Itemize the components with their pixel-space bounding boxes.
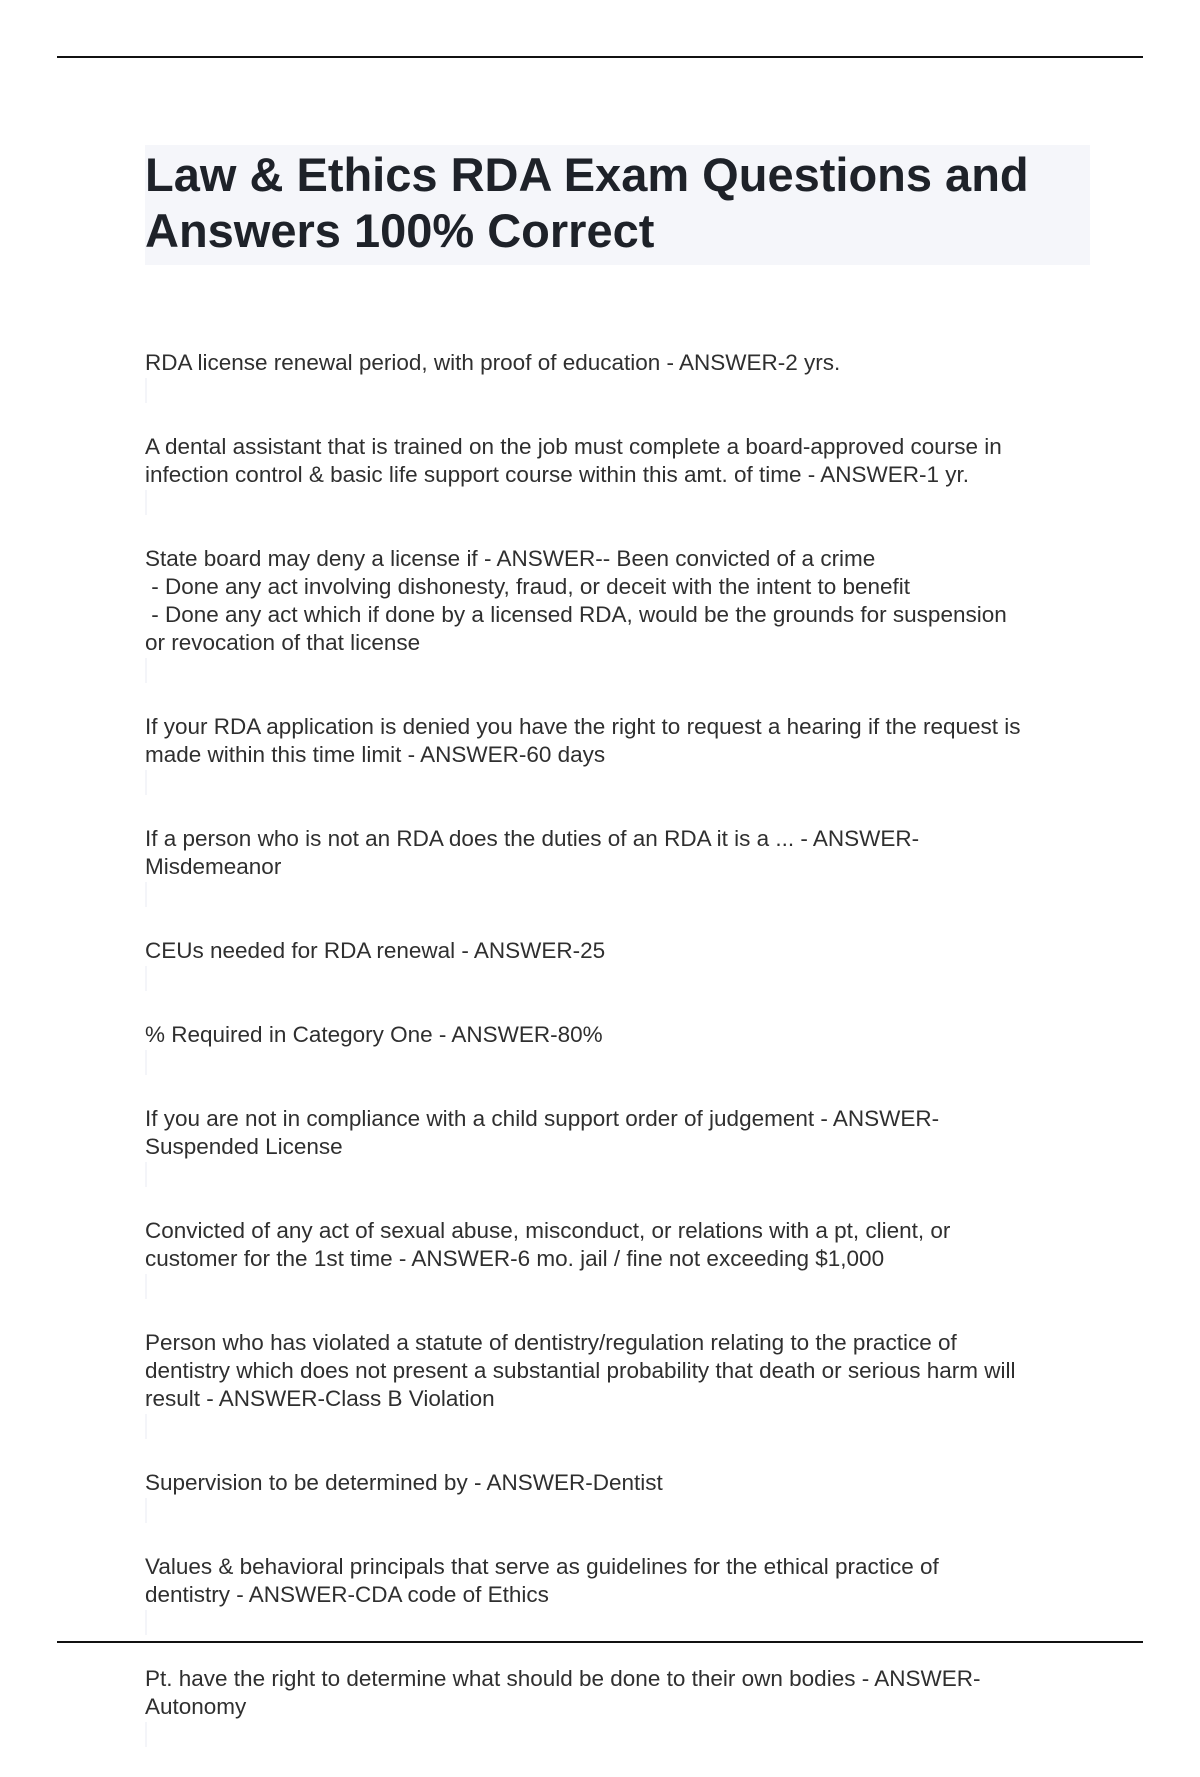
qa-line: If your RDA application is denied you have the right to request a hearing if the request is	[145, 714, 1021, 739]
qa-text	[145, 349, 1090, 403]
qa-item	[145, 937, 1090, 993]
qa-line: result - ANSWER-Class B Violation	[145, 1386, 495, 1411]
qa-text	[145, 937, 1090, 991]
title-line: Law & Ethics RDA Exam Questions and	[145, 148, 1029, 201]
qa-line: A dental assistant that is trained on the job must complete a board-approved course in	[145, 434, 1002, 459]
qa-line: Values & behavioral principals that serve as guidelines for the ethical practice of	[145, 1554, 939, 1579]
qa-line: Misdemeanor	[145, 854, 282, 879]
qa-text	[145, 1553, 1090, 1635]
qa-line: Convicted of any act of sexual abuse, misconduct, or relations with a pt, client, or	[145, 1218, 951, 1243]
qa-line: dentistry which does not present a substantial probability that death or serious harm will	[145, 1358, 1016, 1383]
qa-item	[145, 1665, 1090, 1749]
qa-list	[145, 349, 1090, 1749]
document-body	[145, 145, 1090, 1777]
qa-item	[145, 825, 1090, 909]
qa-item	[145, 1329, 1090, 1441]
document-title	[145, 145, 1090, 265]
qa-line: Supervision to be determined by - ANSWER-Dentist	[145, 1470, 663, 1495]
qa-line: Person who has violated a statute of dentistry/regulation relating to the practice of	[145, 1330, 957, 1355]
qa-item	[145, 1217, 1090, 1301]
qa-text	[145, 1217, 1090, 1299]
qa-line: or revocation of that license	[145, 630, 421, 655]
qa-text	[145, 713, 1090, 795]
qa-text	[145, 1021, 1090, 1075]
qa-item	[145, 1105, 1090, 1189]
qa-item	[145, 545, 1090, 685]
title-line: Answers 100% Correct	[145, 204, 655, 257]
qa-line: made within this time limit - ANSWER-60 days	[145, 742, 606, 767]
qa-line: % Required in Category One - ANSWER-80%	[145, 1022, 603, 1047]
qa-line: Autonomy	[145, 1694, 247, 1719]
top-rule	[57, 56, 1143, 58]
qa-text	[145, 1665, 1090, 1747]
qa-item	[145, 1021, 1090, 1077]
qa-text	[145, 1329, 1090, 1439]
qa-text	[145, 545, 1090, 683]
qa-line: - Done any act involving dishonesty, fraud, or deceit with the intent to benefit	[145, 574, 911, 599]
qa-line: dentistry - ANSWER-CDA code of Ethics	[145, 1582, 549, 1607]
qa-text	[145, 1469, 1090, 1523]
qa-line: State board may deny a license if - ANSWER-- Been convicted of a crime	[145, 546, 876, 571]
qa-text	[145, 433, 1090, 515]
qa-item	[145, 433, 1090, 517]
qa-text	[145, 825, 1090, 907]
qa-line: RDA license renewal period, with proof of education - ANSWER-2 yrs.	[145, 350, 841, 375]
qa-line: If you are not in compliance with a child support order of judgement - ANSWER-	[145, 1106, 940, 1131]
qa-item	[145, 713, 1090, 797]
qa-line: infection control & basic life support course within this amt. of time - ANSWER-1 yr.	[145, 462, 970, 487]
qa-line: customer for the 1st time - ANSWER-6 mo. jail / fine not exceeding $1,000	[145, 1246, 885, 1271]
qa-item	[145, 1469, 1090, 1525]
qa-item	[145, 349, 1090, 405]
qa-line: If a person who is not an RDA does the duties of an RDA it is a ... - ANSWER-	[145, 826, 920, 851]
qa-line: Pt. have the right to determine what should be done to their own bodies - ANSWER-	[145, 1666, 981, 1691]
qa-item	[145, 1553, 1090, 1637]
qa-line: Suspended License	[145, 1134, 343, 1159]
qa-line: - Done any act which if done by a licensed RDA, would be the grounds for suspension	[145, 602, 1007, 627]
bottom-rule	[57, 1641, 1143, 1643]
qa-line: CEUs needed for RDA renewal - ANSWER-25	[145, 938, 606, 963]
qa-text	[145, 1105, 1090, 1187]
